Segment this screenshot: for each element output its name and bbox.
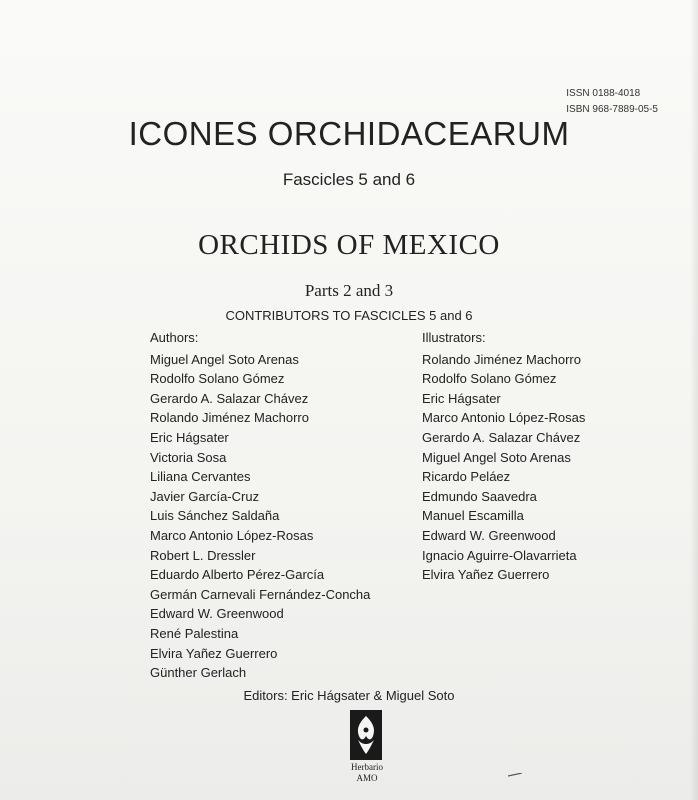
logo-caption — [340, 762, 394, 784]
subtitle: Fascicles 5 and 6 — [282, 170, 416, 189]
author-name: Miguel Angel Soto Arenas — [150, 351, 299, 367]
author-name: Liliana Cervantes — [150, 469, 251, 485]
illustrator-name: Manuel Escamilla — [422, 508, 524, 524]
illustrators-column — [422, 328, 585, 585]
illustrators-heading: Illustrators: — [422, 330, 486, 345]
illustrator-name: Rolando Jiménez Machorro — [422, 351, 581, 367]
illustrator-name: Eric Hágsater — [422, 390, 501, 406]
author-name: Marco Antonio López-Rosas — [150, 527, 314, 543]
author-name: Robert L. Dressler — [150, 547, 256, 563]
main-title: ICONES ORCHIDACEARUM — [128, 115, 570, 152]
parts-line: Parts 2 and 3 — [304, 281, 394, 300]
illustrator-name: Marco Antonio López-Rosas — [422, 410, 586, 426]
stray-mark — [508, 773, 522, 777]
logo-caption-line2: AMO — [356, 773, 378, 783]
orchid-logo-icon — [350, 710, 382, 760]
author-name: Germán Carnevali Fernández-Concha — [150, 586, 371, 602]
editors-line: Editors: Eric Hágsater & Miguel Soto — [243, 688, 455, 703]
author-name: Rodolfo Solano Gómez — [150, 371, 285, 387]
contributors-heading: CONTRIBUTORS TO FASCICLES 5 and 6 — [225, 308, 473, 323]
issn-block — [566, 86, 658, 118]
authors-heading: Authors: — [150, 330, 199, 345]
illustrator-name: Ignacio Aguirre-Olavarrieta — [422, 547, 577, 563]
author-name: Rolando Jiménez Machorro — [150, 410, 309, 426]
illustrator-name: Edmundo Saavedra — [422, 488, 537, 504]
second-title: ORCHIDS OF MEXICO — [198, 229, 500, 261]
author-name: Javier García-Cruz — [150, 488, 260, 504]
illustrator-name: Elvira Yañez Guerrero — [422, 567, 550, 583]
author-name: Elvira Yañez Guerrero — [150, 645, 278, 661]
author-name: Eric Hágsater — [150, 429, 229, 445]
author-name: René Palestina — [150, 625, 239, 641]
illustrator-name: Gerardo A. Salazar Chávez — [422, 429, 581, 445]
illustrator-name: Ricardo Peláez — [422, 469, 511, 485]
illustrator-name: Edward W. Greenwood — [422, 527, 556, 543]
author-name: Victoria Sosa — [150, 449, 227, 465]
logo-caption-line1: Herbario — [351, 762, 383, 772]
author-name: Gerardo A. Salazar Chávez — [150, 390, 309, 406]
illustrator-name: Rodolfo Solano Gómez — [422, 371, 557, 387]
authors-column — [150, 328, 370, 683]
author-name: Edward W. Greenwood — [150, 606, 284, 622]
isbn-line: ISBN 968-7889-05-5 — [566, 104, 658, 115]
issn-line: ISSN 0188-4018 — [566, 88, 641, 99]
author-name: Eduardo Alberto Pérez-García — [150, 567, 325, 583]
author-name: Günther Gerlach — [150, 665, 247, 681]
illustrator-name: Miguel Angel Soto Arenas — [422, 449, 571, 465]
author-name: Luis Sánchez Saldaña — [150, 508, 280, 524]
